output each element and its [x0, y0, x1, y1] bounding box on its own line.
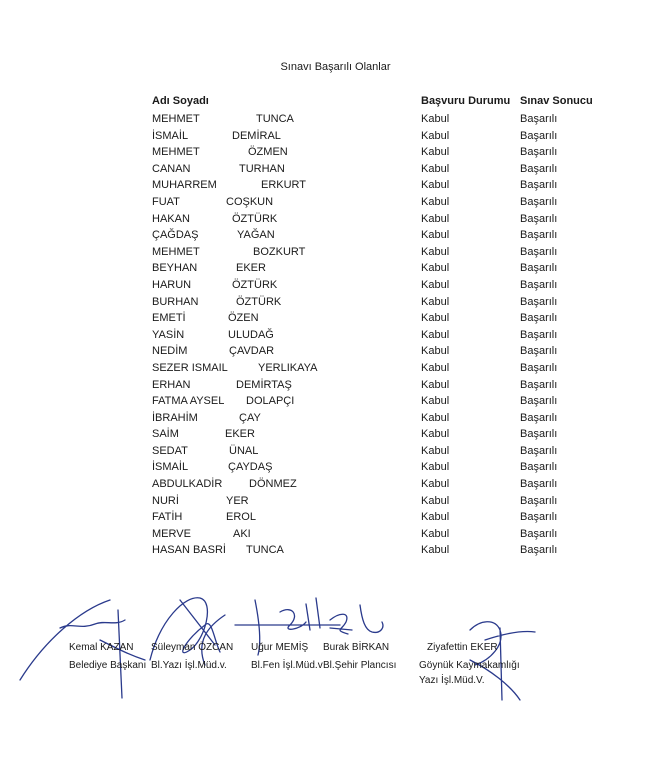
last-name-cell: ULUDAĞ	[228, 328, 274, 341]
status-cell: Kabul	[421, 278, 450, 291]
last-name-cell: EKER	[236, 262, 266, 275]
first-name-cell: FATMA AYSEL	[152, 395, 225, 408]
last-name-cell: EKER	[225, 428, 255, 441]
last-name-cell: TURHAN	[239, 162, 285, 175]
result-cell: Başarılı	[520, 411, 558, 424]
first-name-cell: HAKAN	[152, 212, 190, 225]
signatory-name: Uğur MEMİŞ	[251, 642, 309, 653]
header-name: Adı Soyadı	[152, 95, 209, 107]
result-cell: Başarılı	[520, 378, 558, 391]
first-name-cell: BURHAN	[152, 295, 199, 308]
result-cell: Başarılı	[520, 478, 558, 491]
status-cell: Kabul	[421, 129, 450, 142]
result-cell: Başarılı	[520, 494, 558, 507]
last-name-cell: EROL	[226, 511, 256, 524]
last-name-cell: ÖZEN	[228, 312, 259, 325]
result-cell: Başarılı	[520, 511, 558, 524]
result-cell: Başarılı	[520, 245, 558, 258]
result-cell: Başarılı	[520, 278, 558, 291]
last-name-cell: DEMİRAL	[232, 129, 281, 142]
first-name-cell: SAİM	[152, 428, 179, 441]
status-cell: Kabul	[421, 113, 450, 125]
last-name-cell: ÇAY	[239, 411, 261, 424]
first-name-cell: MEHMET	[152, 245, 200, 258]
first-name-cell: SEDAT	[152, 444, 188, 457]
signatory-4	[323, 641, 396, 672]
signatory-title: Bl.Fen İşl.Müd.v	[251, 660, 323, 671]
first-name-cell: HASAN BASRİ	[152, 544, 226, 557]
result-cell: Başarılı	[520, 345, 558, 358]
last-name-cell: COŞKUN	[226, 195, 274, 208]
signatory-name: Kemal KAZAN	[69, 642, 134, 653]
status-cell: Kabul	[421, 345, 450, 358]
result-cell: Başarılı	[520, 195, 558, 208]
header-result: Sınav Sonucu	[520, 95, 593, 107]
last-name-cell: TUNCA	[246, 544, 284, 557]
status-cell: Kabul	[421, 361, 450, 374]
signatory-3	[251, 641, 323, 672]
status-cell: Kabul	[421, 395, 450, 408]
first-name-cell: SEZER ISMAIL	[152, 361, 228, 374]
result-cell: Başarılı	[520, 328, 558, 341]
first-name-cell: NEDİM	[152, 345, 188, 358]
last-name-cell: ÇAYDAŞ	[228, 461, 273, 474]
result-cell: Başarılı	[520, 544, 558, 557]
result-cell: Başarılı	[520, 129, 558, 142]
status-cell: Kabul	[421, 444, 450, 457]
status-cell: Kabul	[421, 212, 450, 225]
first-name-cell: İSMAİL	[152, 461, 189, 474]
status-cell: Kabul	[421, 262, 450, 275]
last-name-cell: BOZKURT	[253, 245, 306, 258]
first-name-cell: İSMAİL	[152, 129, 189, 142]
status-cell: Kabul	[421, 428, 450, 441]
signatory-title-2: Yazı İşl.Müd.V.	[419, 675, 485, 686]
last-name-cell: ÜNAL	[229, 444, 259, 457]
result-cell: Başarılı	[520, 461, 558, 474]
status-cell: Kabul	[421, 162, 450, 175]
last-name-cell: DOLAPÇI	[246, 395, 295, 408]
status-cell: Kabul	[421, 494, 450, 507]
result-cell: Başarılı	[520, 428, 558, 441]
signatory-5	[419, 641, 520, 687]
status-cell: Kabul	[421, 411, 450, 424]
last-name-cell: DÖNMEZ	[249, 478, 297, 491]
last-name-cell: DEMİRTAŞ	[236, 378, 292, 391]
result-cell: Başarılı	[520, 262, 558, 275]
result-cell: Başarılı	[520, 444, 558, 457]
status-cell: Kabul	[421, 146, 450, 159]
last-name-cell: AKI	[233, 527, 251, 540]
result-cell: Başarılı	[520, 361, 558, 374]
result-cell: Başarılı	[520, 146, 558, 159]
signatory-name: Burak BİRKAN	[323, 642, 390, 653]
result-cell: Başarılı	[520, 162, 558, 175]
first-name-cell: BEYHAN	[152, 262, 198, 275]
signatory-title: Göynük Kaymakamlığı	[419, 660, 520, 671]
signatory-title: Bl.Şehir Plancısı	[323, 660, 397, 671]
status-cell: Kabul	[421, 229, 450, 242]
status-cell: Kabul	[421, 312, 450, 325]
last-name-cell: YER	[226, 494, 249, 507]
status-cell: Kabul	[421, 478, 450, 491]
signatory-2	[151, 641, 233, 672]
first-name-cell: MEHMET	[152, 146, 200, 159]
first-name-cell: NURİ	[152, 494, 179, 507]
last-name-cell: ÇAVDAR	[229, 345, 275, 358]
first-name-cell: İBRAHİM	[152, 411, 198, 424]
first-name-cell: FUAT	[152, 195, 180, 208]
result-cell: Başarılı	[520, 212, 558, 225]
result-cell: Başarılı	[520, 229, 558, 242]
first-name-cell: ABDULKADİR	[152, 478, 223, 491]
signatory-name: Süleyman ÖZCAN	[151, 642, 234, 653]
first-name-cell: ERHAN	[152, 378, 191, 391]
page-title: Sınavı Başarılı Olanlar	[280, 61, 391, 73]
first-name-cell: MEHMET	[152, 113, 200, 125]
status-cell: Kabul	[421, 245, 450, 258]
status-cell: Kabul	[421, 511, 450, 524]
signatory-name: Ziyafettin EKER	[427, 642, 498, 653]
first-name-cell: CANAN	[152, 162, 191, 175]
first-name-cell: EMETİ	[152, 312, 186, 325]
signature-birkan	[330, 605, 383, 634]
last-name-cell: ÖZTÜRK	[232, 278, 278, 291]
result-cell: Başarılı	[520, 312, 558, 325]
status-cell: Kabul	[421, 295, 450, 308]
first-name-cell: FATİH	[152, 511, 183, 524]
result-cell: Başarılı	[520, 179, 558, 192]
status-cell: Kabul	[421, 328, 450, 341]
last-name-cell: ÖZTÜRK	[232, 212, 278, 225]
last-name-cell: ÖZMEN	[248, 146, 288, 159]
first-name-cell: MUHARREM	[152, 179, 217, 192]
last-name-cell: YERLIKAYA	[258, 361, 318, 374]
result-cell: Başarılı	[520, 295, 558, 308]
status-cell: Kabul	[421, 195, 450, 208]
result-cell: Başarılı	[520, 113, 558, 125]
result-cell: Başarılı	[520, 527, 558, 540]
signatory-1	[69, 641, 146, 672]
header-status: Başvuru Durumu	[421, 95, 511, 107]
result-cell: Başarılı	[520, 395, 558, 408]
first-name-cell: MERVE	[152, 527, 191, 540]
status-cell: Kabul	[421, 378, 450, 391]
first-name-cell: HARUN	[152, 278, 192, 291]
status-cell: Kabul	[421, 461, 450, 474]
last-name-cell: YAĞAN	[237, 229, 275, 242]
last-name-cell: ÖZTÜRK	[236, 295, 282, 308]
status-cell: Kabul	[421, 527, 450, 540]
last-name-cell: TUNCA	[256, 113, 294, 125]
signatory-title: Bl.Yazı İşl.Müd.v.	[151, 660, 227, 671]
last-name-cell: ERKURT	[261, 179, 307, 192]
first-name-cell: ÇAĞDAŞ	[152, 229, 199, 242]
signatory-title: Belediye Başkanı	[69, 660, 147, 671]
status-cell: Kabul	[421, 544, 450, 557]
first-name-cell: YASİN	[152, 328, 185, 341]
status-cell: Kabul	[421, 179, 450, 192]
